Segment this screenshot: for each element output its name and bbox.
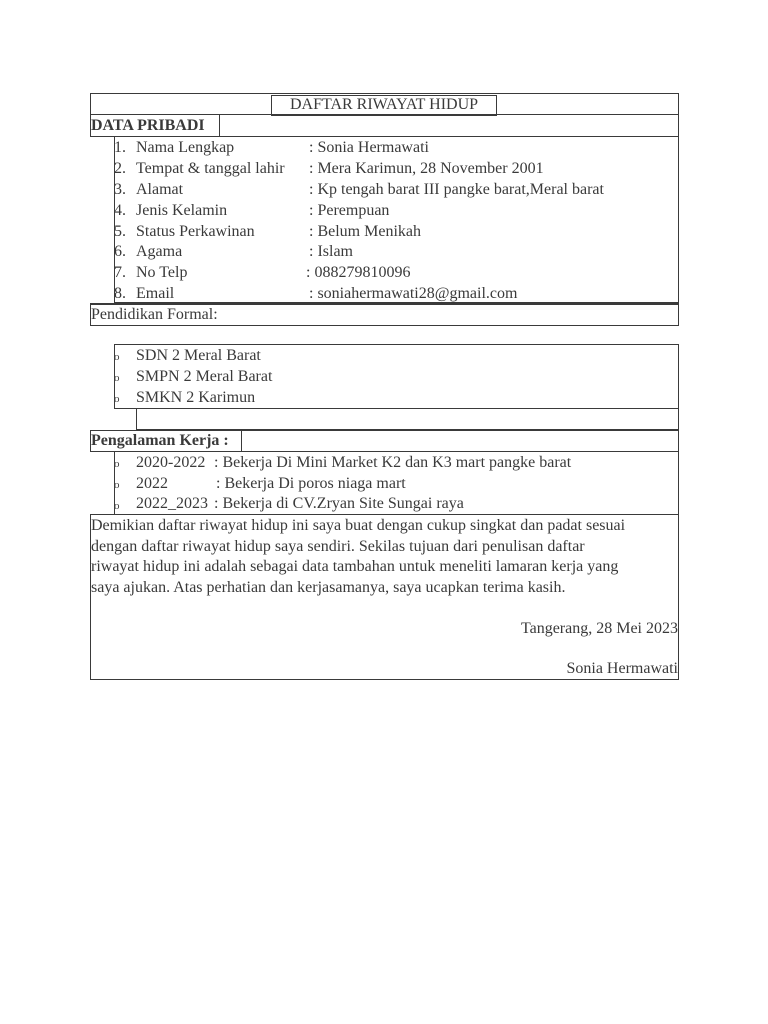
bullet-icon: o: [114, 393, 120, 405]
bullet-icon: o: [114, 351, 120, 363]
job-desc: : Bekerja Di Mini Market K2 dan K3 mart pangke barat: [214, 454, 572, 471]
item-label: Alamat: [136, 180, 184, 198]
signature-name: Sonia Hermawati: [566, 660, 678, 677]
closing-line: Demikian daftar riwayat hidup ini saya buat dengan cukup singkat dan padat sesuai: [91, 517, 626, 534]
closing-line: dengan daftar riwayat hidup saya sendiri. Sekilas tujuan dari penulisan daftar: [91, 537, 585, 555]
school-name: SDN 2 Meral Barat: [136, 347, 261, 364]
job-year: 2020-2022: [136, 454, 206, 471]
closing-line: saya ajukan. Atas perhatian dan kerjasamanya, saya ucapkan terima kasih.: [91, 578, 566, 596]
item-label: Status Perkawinan: [136, 222, 255, 240]
job-desc: : Bekerja di CV.Zryan Site Sungai raya: [214, 495, 464, 512]
job-year: 2022_2023: [136, 495, 208, 512]
item-label: Nama Lengkap: [136, 138, 235, 156]
item-value: : Perempuan: [309, 201, 390, 219]
item-label: Agama: [136, 243, 183, 260]
spacer-row: [136, 408, 679, 430]
closing-paragraph: [91, 516, 679, 598]
item-number: 6.: [114, 243, 126, 260]
data-pribadi-heading: DATA PRIBADI: [91, 117, 205, 134]
page-title: DAFTAR RIWAYAT HIDUP: [289, 96, 479, 113]
bullet-icon: o: [114, 500, 120, 512]
item-value: : Sonia Hermawati: [309, 138, 429, 156]
item-number: 3.: [114, 180, 126, 198]
pengalaman-heading: Pengalaman Kerja :: [91, 432, 229, 449]
item-value: : Belum Menikah: [309, 222, 421, 240]
item-number: 5.: [114, 222, 126, 240]
item-number: 2.: [114, 159, 126, 177]
item-value: : Islam: [309, 243, 353, 260]
school-name: SMKN 2 Karimun: [136, 389, 256, 406]
bullet-icon: o: [114, 479, 120, 491]
item-number: 1.: [114, 138, 126, 156]
item-value: : Kp tengah barat III pangke barat,Meral barat: [309, 180, 604, 198]
bullet-icon: o: [114, 372, 120, 384]
closing-line: riwayat hidup ini adalah sebagai data tambahan untuk meneliti lamaran kerja yang: [91, 558, 619, 575]
item-number: 8.: [114, 284, 126, 302]
item-number: 7.: [114, 263, 126, 281]
bullet-icon: o: [114, 458, 120, 470]
pendidikan-heading: Pendidikan Formal:: [91, 306, 218, 323]
item-label: Jenis Kelamin: [136, 201, 228, 219]
school-name: SMPN 2 Meral Barat: [136, 368, 273, 385]
item-value: : Mera Karimun, 28 November 2001: [309, 159, 544, 177]
job-desc: : Bekerja Di poros niaga mart: [216, 475, 406, 492]
item-value: : 088279810096: [306, 263, 411, 281]
item-label: No Telp: [136, 263, 188, 281]
place-date: Tangerang, 28 Mei 2023: [520, 620, 678, 637]
job-year: 2022: [136, 475, 168, 492]
item-label: Tempat & tanggal lahir: [136, 159, 285, 177]
item-number: 4.: [114, 201, 126, 219]
item-value: : soniahermawati28@gmail.com: [309, 284, 518, 302]
item-label: Email: [136, 284, 175, 302]
